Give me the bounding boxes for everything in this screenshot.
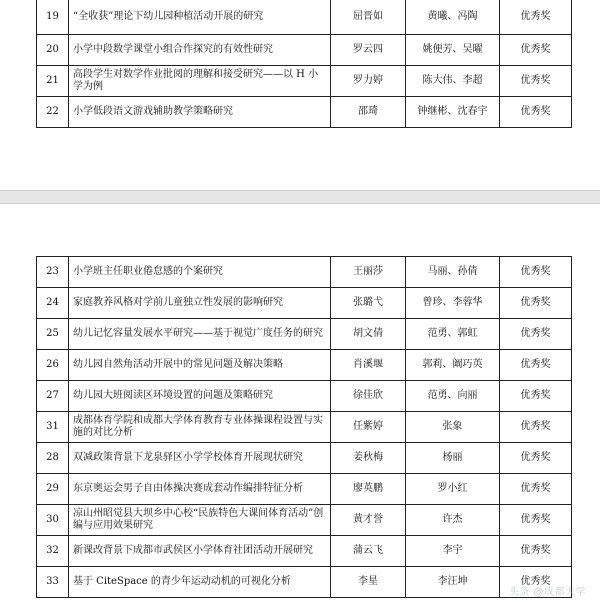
award-level: 优秀奖 (500, 474, 572, 505)
advisor-names: 李汪坤 (406, 567, 500, 598)
author-name: 邵琦 (331, 96, 406, 127)
row-number: 28 (37, 443, 69, 474)
row-number: 33 (37, 567, 69, 598)
project-title: 小学班主任职业倦怠感的个案研究 (69, 257, 331, 288)
award-level: 优秀奖 (500, 505, 572, 536)
advisor-names: 钟继彬、沈春宇 (406, 96, 500, 127)
award-level: 优秀奖 (500, 96, 572, 127)
project-title: 成都体育学院和成都大学体育教育专业体操课程设置与实施的对比分析 (69, 412, 331, 443)
page-separator (0, 190, 600, 204)
advisor-names: 张象 (406, 412, 500, 443)
table-row (37, 34, 572, 65)
project-title: 东京奥运会男子自由体操决赛成套动作编排特征分析 (69, 474, 331, 505)
author-name: 王丽莎 (331, 257, 406, 288)
award-level: 优秀奖 (500, 319, 572, 350)
award-level: 优秀奖 (500, 567, 572, 598)
document-page-bottom (0, 204, 600, 606)
author-name: 罗力婷 (331, 65, 406, 96)
row-number: 20 (37, 34, 69, 65)
author-name: 胡文倩 (331, 319, 406, 350)
table-row (37, 0, 572, 34)
award-table-bottom (36, 256, 572, 598)
table-row (37, 567, 572, 598)
table-row (37, 536, 572, 567)
project-title: “全收获”理论下幼儿园种植活动开展的研究 (69, 0, 331, 34)
advisor-names: 陈大伟、李超 (406, 65, 500, 96)
advisor-names: 范勇、向丽 (406, 381, 500, 412)
row-number: 21 (37, 65, 69, 96)
row-number: 30 (37, 505, 69, 536)
award-level: 优秀奖 (500, 412, 572, 443)
author-name: 徐佳欣 (331, 381, 406, 412)
award-level: 优秀奖 (500, 34, 572, 65)
row-number: 19 (37, 0, 69, 34)
author-name: 姜秋梅 (331, 443, 406, 474)
advisor-names: 杨丽 (406, 443, 500, 474)
project-title: 双减政策背景下龙泉驿区小学学校体育开展现状研究 (69, 443, 331, 474)
table-row (37, 505, 572, 536)
table-row (37, 474, 572, 505)
author-name: 黄才誉 (331, 505, 406, 536)
project-title: 小学低段语文游戏辅助教学策略研究 (69, 96, 331, 127)
award-level: 优秀奖 (500, 443, 572, 474)
project-title: 幼儿记忆容量发展水平研究——基于视觉广度任务的研究 (69, 319, 331, 350)
table-row (37, 412, 572, 443)
advisor-names: 姚便芳、吴曜 (406, 34, 500, 65)
award-level: 优秀奖 (500, 350, 572, 381)
table-row (37, 96, 572, 127)
row-number: 24 (37, 288, 69, 319)
row-number: 31 (37, 412, 69, 443)
project-title: 幼儿园大班阅读区环境设置的问题及策略研究 (69, 381, 331, 412)
table-row (37, 319, 572, 350)
award-table-top (36, 0, 572, 128)
row-number: 23 (37, 257, 69, 288)
row-number: 32 (37, 536, 69, 567)
table-row (37, 381, 572, 412)
project-title: 家庭教养风格对学前儿童独立性发展的影响研究 (69, 288, 331, 319)
document-page-top (0, 0, 600, 190)
advisor-names: 马丽、孙倩 (406, 257, 500, 288)
author-name: 任紫婷 (331, 412, 406, 443)
project-title: 幼儿园自然角活动开展中的常见问题及解决策略 (69, 350, 331, 381)
author-name: 肖溪堰 (331, 350, 406, 381)
table-row (37, 443, 572, 474)
watermark-text: 头条 @成都大学 (508, 587, 586, 598)
table-row (37, 288, 572, 319)
award-level: 优秀奖 (500, 257, 572, 288)
advisor-names: 黄曦、冯陶 (406, 0, 500, 34)
row-number: 22 (37, 96, 69, 127)
project-title: 基于 CiteSpace 的青少年运动动机的可视化分析 (69, 567, 331, 598)
award-level: 优秀奖 (500, 381, 572, 412)
project-title: 高段学生对数学作业批阅的理解和接受研究——以 H 小学为例 (69, 65, 331, 96)
author-name: 罗云四 (331, 34, 406, 65)
advisor-names: 罗小红 (406, 474, 500, 505)
advisor-names: 李宇 (406, 536, 500, 567)
advisor-names: 郭莉、阚巧英 (406, 350, 500, 381)
table-row (37, 350, 572, 381)
author-name: 屈晋如 (331, 0, 406, 34)
author-name: 李星 (331, 567, 406, 598)
row-number: 25 (37, 319, 69, 350)
table-row (37, 257, 572, 288)
advisor-names: 许杰 (406, 505, 500, 536)
author-name: 张璐弋 (331, 288, 406, 319)
row-number: 26 (37, 350, 69, 381)
award-level: 优秀奖 (500, 536, 572, 567)
author-name: 蒲云飞 (331, 536, 406, 567)
advisor-names: 范勇、郭虹 (406, 319, 500, 350)
project-title: 凉山州昭觉县大坝乡中心校“民族特色大课间体育活动”创编与应用效果研究 (69, 505, 331, 536)
award-level: 优秀奖 (500, 288, 572, 319)
row-number: 27 (37, 381, 69, 412)
advisor-names: 曾珍、李蓉华 (406, 288, 500, 319)
project-title: 新课改背景下成都市武侯区小学体育社团活动开展研究 (69, 536, 331, 567)
row-number: 29 (37, 474, 69, 505)
author-name: 廖英鹏 (331, 474, 406, 505)
award-level: 优秀奖 (500, 0, 572, 34)
award-level: 优秀奖 (500, 65, 572, 96)
project-title: 小学中段数学课堂小组合作探究的有效性研究 (69, 34, 331, 65)
table-row (37, 65, 572, 96)
